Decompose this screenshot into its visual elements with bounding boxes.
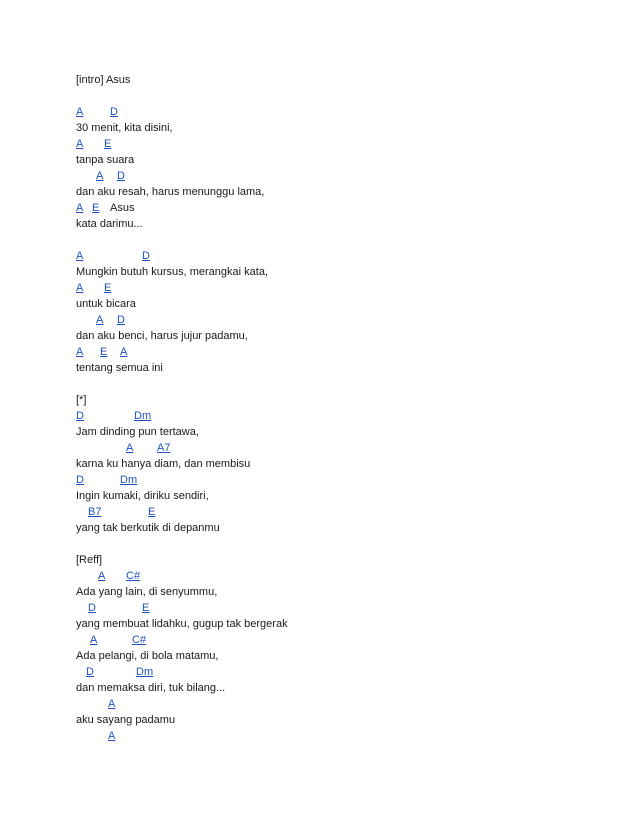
chord-link[interactable]: A [76, 346, 84, 358]
chord-line [76, 504, 596, 520]
chord-link[interactable]: A [76, 202, 84, 214]
chord-link[interactable]: Dm [136, 666, 154, 678]
lyric-line: dan aku benci, harus jujur padamu, [76, 330, 248, 342]
lyric-line: yang tak berkutik di depanmu [76, 522, 220, 534]
chord-link[interactable]: C# [126, 570, 141, 582]
lyric-line: untuk bicara [76, 298, 136, 310]
lyric-line: karna ku hanya diam, dan membisu [76, 458, 251, 470]
chord-line [76, 440, 596, 456]
lyric-line: Mungkin butuh kursus, merangkai kata, [76, 266, 268, 278]
chord-link[interactable]: E [104, 138, 112, 150]
chord-link[interactable]: D [86, 666, 94, 678]
lyric-line: Ingin kumaki, diriku sendiri, [76, 490, 209, 502]
chord-link[interactable]: A [96, 314, 104, 326]
chord-link[interactable]: D [76, 474, 84, 486]
lyric-line: kata darimu... [76, 218, 143, 230]
chord-line [76, 696, 596, 712]
spacer [76, 376, 596, 392]
chord-line [76, 312, 596, 328]
chord-text: Asus [110, 202, 135, 214]
chord-link[interactable]: D [117, 314, 125, 326]
chord-link[interactable]: C# [132, 634, 147, 646]
lyric-line: yang membuat lidahku, gugup tak bergerak [76, 618, 288, 630]
chord-link[interactable]: A [96, 170, 104, 182]
chord-link[interactable]: E [142, 602, 150, 614]
chord-link[interactable]: E [92, 202, 100, 214]
chord-link[interactable]: E [100, 346, 108, 358]
spacer [76, 232, 596, 248]
chord-line [76, 568, 596, 584]
lyric-line: dan memaksa diri, tuk bilang... [76, 682, 226, 694]
chord-link[interactable]: A [76, 282, 84, 294]
chord-line [76, 472, 596, 488]
chord-link[interactable]: B7 [88, 506, 102, 518]
chord-link[interactable]: A [120, 346, 128, 358]
spacer [76, 88, 596, 104]
chord-link[interactable]: A [76, 250, 84, 262]
chord-line [76, 104, 596, 120]
chord-line [76, 632, 596, 648]
chord-link[interactable]: D [110, 106, 118, 118]
chord-link[interactable]: A [108, 698, 116, 710]
chord-line [76, 664, 596, 680]
chord-link[interactable]: Dm [134, 410, 152, 422]
section-label: [Reff] [76, 554, 103, 566]
chord-line [76, 344, 596, 360]
chord-link[interactable]: E [104, 282, 112, 294]
chord-line [76, 200, 596, 216]
chord-link[interactable]: D [117, 170, 125, 182]
section-label: [*] [76, 394, 87, 406]
chord-link[interactable]: A [98, 570, 106, 582]
chord-link[interactable]: A [108, 730, 116, 742]
chord-link[interactable]: A7 [157, 442, 171, 454]
lyric-line: dan aku resah, harus menunggu lama, [76, 186, 265, 198]
chord-line [76, 600, 596, 616]
chord-link[interactable]: D [88, 602, 96, 614]
chord-link[interactable]: A [76, 138, 84, 150]
chord-link[interactable]: E [148, 506, 156, 518]
lyric-line: Ada pelangi, di bola matamu, [76, 650, 219, 662]
chord-line [76, 136, 596, 152]
chord-link[interactable]: A [76, 106, 84, 118]
intro-label: [intro] Asus [76, 74, 131, 86]
chord-link[interactable]: A [90, 634, 98, 646]
lyric-line: aku sayang padamu [76, 714, 176, 726]
chord-link[interactable]: Dm [120, 474, 138, 486]
chord-line [76, 408, 596, 424]
spacer [76, 536, 596, 552]
chord-line [76, 168, 596, 184]
chord-link[interactable]: D [142, 250, 150, 262]
chord-link[interactable]: A [126, 442, 134, 454]
chord-link[interactable]: D [76, 410, 84, 422]
chord-line [76, 728, 596, 744]
lyric-line: Ada yang lain, di senyummu, [76, 586, 218, 598]
lyric-line: Jam dinding pun tertawa, [76, 426, 199, 438]
chord-line [76, 248, 596, 264]
lyrics-body [76, 72, 596, 744]
lyric-line: 30 menit, kita disini, [76, 122, 173, 134]
lyric-line: tentang semua ini [76, 362, 163, 374]
lyric-line: tanpa suara [76, 154, 135, 166]
chord-line [76, 280, 596, 296]
